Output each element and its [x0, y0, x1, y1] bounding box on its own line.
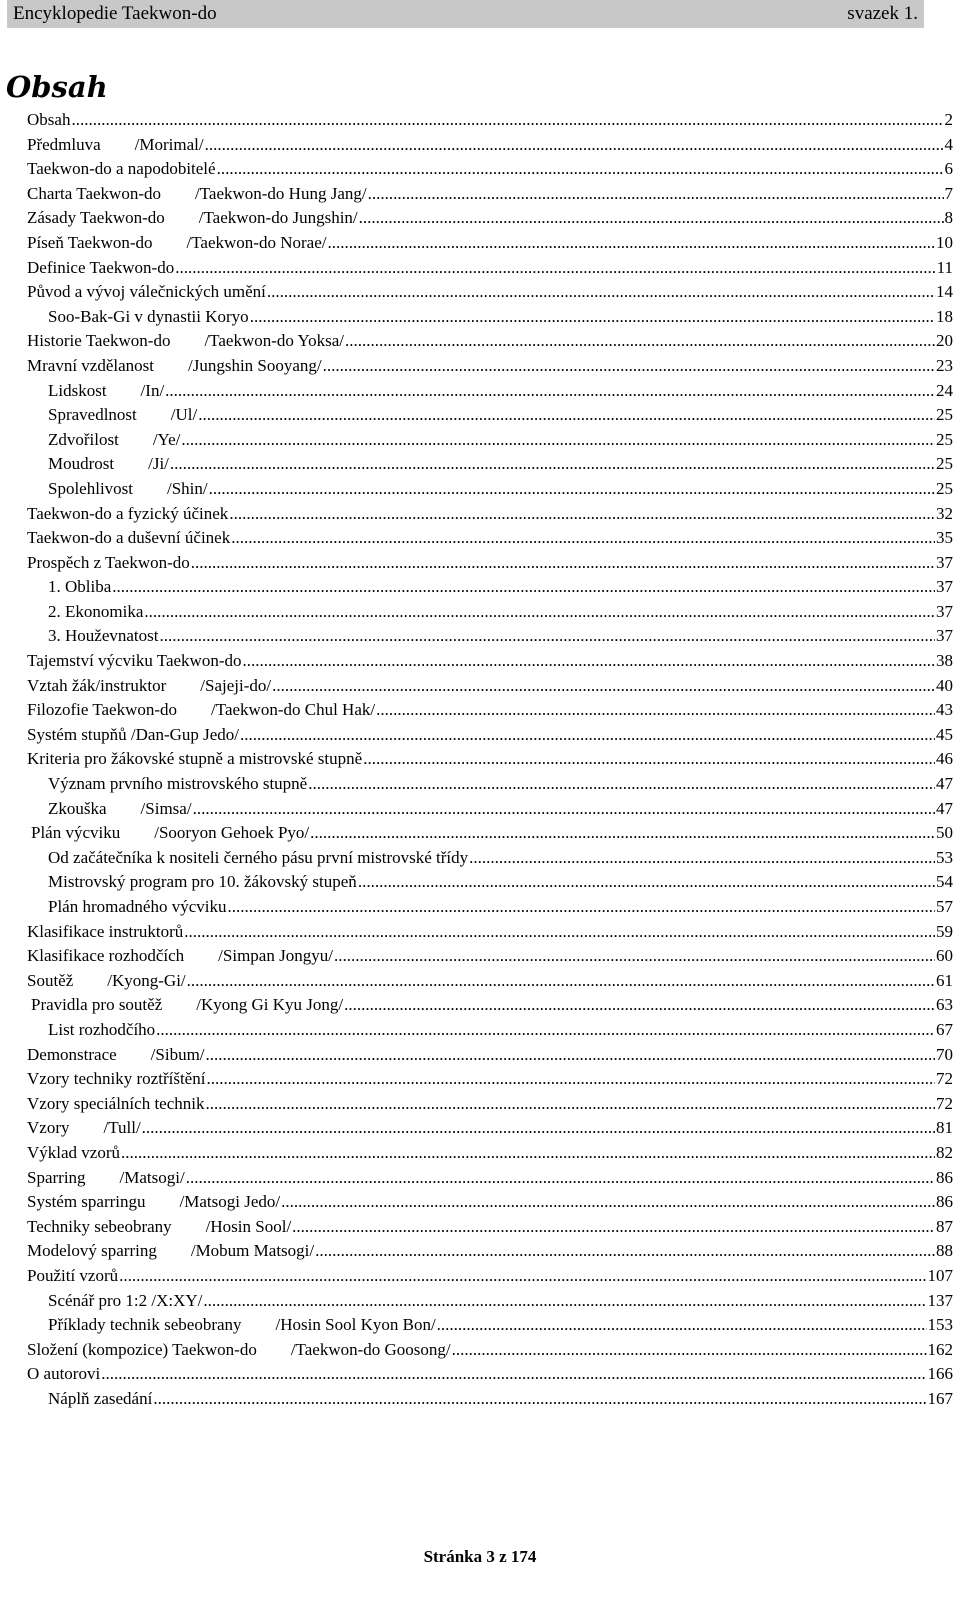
toc-entry[interactable]: [27, 1168, 953, 1193]
document-header: [7, 0, 924, 28]
toc-leader-dots: [227, 897, 935, 917]
toc-entry[interactable]: [27, 626, 953, 651]
toc-entry-page: 70: [936, 1044, 953, 1064]
toc-entry-page: 37: [936, 577, 953, 597]
toc-entry[interactable]: [27, 971, 953, 996]
toc-entry[interactable]: [27, 651, 953, 676]
toc-entry-title: 2. Ekonomika: [48, 601, 144, 621]
toc-entry[interactable]: [27, 454, 953, 479]
toc-entry-title: Definice Taekwon-do: [27, 257, 175, 277]
toc-leader-dots: [153, 1389, 926, 1409]
toc-entry[interactable]: [27, 995, 953, 1020]
toc-entry-title: Lidskost /In/: [48, 380, 165, 400]
toc-entry[interactable]: [27, 405, 953, 430]
toc-entry[interactable]: [27, 1389, 953, 1414]
toc-entry-page: 35: [936, 528, 953, 548]
toc-leader-dots: [231, 528, 935, 548]
toc-entry-title: Od začátečníka k nositeli černého pásu první mistrovské třídy: [48, 847, 469, 867]
toc-entry-title: Pravidla pro soutěž /Kyong Gi Kyu Jong/: [31, 995, 344, 1015]
toc-entry-title: Vzory /Tull/: [27, 1118, 141, 1138]
toc-leader-dots: [209, 479, 935, 499]
toc-entry[interactable]: [27, 381, 953, 406]
toc-leader-dots: [206, 1094, 936, 1114]
toc-entry[interactable]: [27, 258, 953, 283]
toc-entry[interactable]: [27, 725, 953, 750]
toc-entry-title: Plán hromadného výcviku: [48, 897, 227, 916]
toc-entry[interactable]: [27, 1364, 953, 1389]
toc-entry-page: 7: [944, 183, 953, 203]
toc-leader-dots: [206, 1045, 935, 1065]
toc-entry-title: Scénář pro 1:2 /X:XY/: [48, 1290, 203, 1310]
toc-entry[interactable]: [27, 1094, 953, 1119]
toc-entry[interactable]: [27, 430, 953, 455]
toc-entry-page: 72: [936, 1093, 953, 1113]
toc-entry-title: Historie Taekwon-do /Taekwon-do Yoksa/: [27, 331, 344, 351]
toc-entry-page: 53: [936, 847, 953, 867]
toc-entry[interactable]: [27, 1315, 953, 1340]
toc-entry[interactable]: [27, 749, 953, 774]
toc-entry[interactable]: [27, 282, 953, 307]
toc-leader-dots: [310, 823, 935, 843]
toc-entry[interactable]: [27, 479, 953, 504]
toc-leader-dots: [181, 430, 935, 450]
toc-leader-dots: [376, 700, 935, 720]
toc-entry-page: 107: [927, 1265, 953, 1285]
toc-entry-page: 72: [936, 1069, 953, 1089]
toc-entry[interactable]: [27, 233, 953, 258]
toc-entry-page: 86: [936, 1192, 953, 1212]
toc-entry[interactable]: [27, 1340, 953, 1365]
toc-entry-title: Demonstrace /Sibum/: [27, 1044, 205, 1064]
toc-leader-dots: [170, 454, 935, 474]
toc-entry-page: 14: [936, 282, 953, 302]
toc-entry-title: Zásady Taekwon-do /Taekwon-do Jungshin/: [27, 208, 358, 228]
toc-entry-title: Původ a vývoj válečnických umění: [27, 282, 266, 302]
toc-entry-page: 23: [936, 355, 953, 375]
toc-entry-title: Sparring /Matsogi/: [27, 1167, 185, 1187]
toc-leader-dots: [119, 1266, 926, 1286]
toc-entry-title: Vztah žák/instruktor /Sajeji-do/: [27, 675, 272, 695]
toc-entry[interactable]: [27, 1045, 953, 1070]
toc-entry-title: Klasifikace rozhodčích /Simpan Jongyu/: [27, 946, 333, 966]
toc-entry-title: Techniky sebeobrany /Hosin Sool/: [27, 1216, 292, 1236]
toc-entry[interactable]: [27, 1266, 953, 1291]
toc-entry[interactable]: [27, 159, 953, 184]
toc-entry-page: 59: [936, 921, 953, 941]
toc-entry-page: 54: [936, 872, 953, 892]
toc-entry[interactable]: [27, 1020, 953, 1045]
toc-leader-dots: [205, 135, 944, 155]
toc-entry-title: Spravedlnost /Ul/: [48, 405, 198, 425]
toc-entry[interactable]: [27, 577, 953, 602]
toc-leader-dots: [344, 995, 935, 1015]
toc-entry-title: Systém stupňů /Dan-Gup Jedo/: [27, 724, 240, 744]
toc-entry-page: 87: [936, 1216, 953, 1236]
toc-entry-title: Taekwon-do a napodobitelé: [27, 159, 216, 179]
toc-entry-title: Výklad vzorů: [27, 1142, 121, 1162]
toc-entry[interactable]: [27, 331, 953, 356]
toc-entry-title: Mravní vzdělanost /Jungshin Sooyang/: [27, 355, 322, 375]
toc-leader-dots: [242, 651, 935, 671]
toc-entry-title: Vzory speciálních technik: [27, 1093, 205, 1113]
toc-leader-dots: [186, 1168, 935, 1188]
toc-entry[interactable]: [27, 356, 953, 381]
toc-entry[interactable]: [27, 1143, 953, 1168]
toc-entry-title: Tajemství výcviku Taekwon-do: [27, 651, 242, 671]
toc-leader-dots: [159, 626, 935, 646]
toc-entry-title: Spolehlivost /Shin/: [48, 478, 208, 498]
toc-entry-page: 43: [936, 700, 953, 720]
toc-entry-title: Moudrost /Ji/: [48, 454, 169, 474]
toc-leader-dots: [272, 676, 935, 696]
toc-entry[interactable]: [27, 897, 953, 922]
toc-entry[interactable]: [27, 676, 953, 701]
toc-entry[interactable]: [27, 823, 953, 848]
toc-entry-title: Modelový sparring /Mobum Matsogi/: [27, 1241, 315, 1261]
header-volume: svazek 1.: [847, 3, 918, 24]
toc-entry-page: 60: [936, 946, 953, 966]
toc-entry-page: 86: [936, 1167, 953, 1187]
toc-entry-page: 137: [927, 1290, 953, 1310]
toc-entry-page: 88: [936, 1241, 953, 1261]
toc-entry-title: Plán výcviku /Sooryon Gehoek Pyo/: [31, 823, 310, 843]
toc-entry-title: Předmluva /Morimal/: [27, 134, 204, 154]
toc-entry[interactable]: [27, 1241, 953, 1266]
toc-leader-dots: [240, 725, 935, 745]
toc-entry-page: 166: [927, 1364, 953, 1384]
toc-entry[interactable]: [27, 208, 953, 233]
toc-entry-page: 167: [927, 1388, 953, 1408]
toc-entry-title: Charta Taekwon-do /Taekwon-do Hung Jang/: [27, 183, 367, 203]
toc-leader-dots: [175, 258, 935, 278]
toc-entry-page: 11: [936, 257, 953, 277]
toc-entry-page: 37: [936, 601, 953, 621]
toc-entry-title: 1. Obliba: [48, 577, 112, 597]
toc-entry-title: Zkouška /Simsa/: [48, 798, 192, 818]
toc-entry-page: 20: [936, 331, 953, 351]
toc-leader-dots: [198, 405, 935, 425]
toc-leader-dots: [452, 1340, 927, 1360]
toc-entry-page: 25: [936, 478, 953, 498]
toc-entry-page: 82: [936, 1142, 953, 1162]
toc-entry-title: Obsah: [27, 110, 71, 129]
toc-entry[interactable]: [27, 135, 953, 160]
toc-leader-dots: [345, 331, 935, 351]
toc-leader-dots: [250, 307, 935, 327]
toc-entry[interactable]: [27, 872, 953, 897]
page-footer: Stránka 3 z 174: [423, 1547, 537, 1566]
toc-entry-page: 25: [936, 429, 953, 449]
toc-leader-dots: [368, 184, 944, 204]
toc-leader-dots: [121, 1143, 935, 1163]
toc-entry-title: Příklady technik sebeobrany /Hosin Sool Kyon Bon/: [48, 1315, 436, 1335]
toc-entry[interactable]: [27, 774, 953, 799]
toc-entry-title: Zdvořilost /Ye/: [48, 429, 181, 449]
toc-entry[interactable]: [27, 553, 953, 578]
toc-entry-page: 37: [936, 552, 953, 572]
toc-entry-page: 45: [936, 724, 953, 744]
toc-leader-dots: [229, 504, 935, 524]
toc-entry-page: 25: [936, 454, 953, 474]
toc-entry-page: 6: [944, 159, 953, 179]
toc-leader-dots: [327, 233, 935, 253]
toc-leader-dots: [203, 1291, 926, 1311]
toc-entry-page: 40: [936, 675, 953, 695]
header-title: Encyklopedie Taekwon-do: [13, 3, 217, 24]
toc-leader-dots: [71, 110, 943, 130]
toc-entry-title: Taekwon-do a fyzický účinek: [27, 503, 229, 523]
toc-leader-dots: [267, 282, 935, 302]
toc-entry-title: Mistrovský program pro 10. žákovský stupeň: [48, 872, 357, 892]
toc-entry[interactable]: [27, 1291, 953, 1316]
toc-entry-page: 67: [936, 1019, 953, 1039]
toc-entry[interactable]: [27, 1069, 953, 1094]
toc-entry-title: Složení (kompozice) Taekwon-do /Taekwon-do Goosong/: [27, 1339, 451, 1359]
toc-entry-page: 46: [936, 749, 953, 769]
toc-entry-page: 32: [936, 503, 953, 523]
toc-leader-dots: [308, 774, 935, 794]
toc-leader-dots: [281, 1192, 935, 1212]
toc-entry-title: Taekwon-do a duševní účinek: [27, 528, 231, 548]
toc-leader-dots: [358, 872, 935, 892]
toc-entry-title: Význam prvního mistrovského stupně: [48, 774, 308, 794]
toc-leader-dots: [323, 356, 935, 376]
toc-entry-page: 18: [936, 306, 953, 326]
toc-entry-page: 24: [936, 380, 953, 400]
toc-entry-page: 61: [936, 970, 953, 990]
toc-entry-title: Náplň zasedání: [48, 1388, 153, 1408]
toc-entry-page: 50: [936, 823, 953, 843]
toc-leader-dots: [469, 848, 935, 868]
toc-entry-page: 10: [936, 232, 953, 252]
toc-entry[interactable]: [27, 110, 953, 135]
toc-leader-dots: [142, 1118, 935, 1138]
toc-entry-page: 47: [936, 798, 953, 818]
toc-entry[interactable]: [27, 528, 953, 553]
toc-leader-dots: [217, 159, 944, 179]
toc-entry[interactable]: [27, 700, 953, 725]
toc-entry-page: 81: [936, 1118, 953, 1138]
toc-entry-page: 57: [936, 897, 953, 916]
toc-leader-dots: [334, 946, 935, 966]
toc-leader-dots: [363, 749, 935, 769]
toc-entry[interactable]: [27, 1192, 953, 1217]
toc-entry-title: 3. Houževnatost: [48, 626, 159, 646]
toc-entry-title: O autorovi: [27, 1364, 101, 1384]
toc-leader-dots: [437, 1315, 927, 1335]
toc-entry[interactable]: [27, 1217, 953, 1242]
toc-entry-title: List rozhodčího: [48, 1019, 156, 1039]
toc-entry-title: Klasifikace instruktorů: [27, 921, 184, 941]
toc-leader-dots: [193, 799, 935, 819]
toc-entry[interactable]: [27, 1118, 953, 1143]
toc-leader-dots: [191, 553, 935, 573]
toc-leader-dots: [359, 208, 944, 228]
toc-leader-dots: [292, 1217, 935, 1237]
toc-entry-title: Prospěch z Taekwon-do: [27, 552, 190, 572]
toc-entry-page: 162: [927, 1339, 953, 1359]
toc-entry-page: 38: [936, 651, 953, 671]
toc-leader-dots: [144, 602, 935, 622]
toc-entry[interactable]: [27, 184, 953, 209]
toc-leader-dots: [187, 971, 935, 991]
toc-entry-title: Vzory techniky roztříštění: [27, 1069, 206, 1089]
toc-leader-dots: [101, 1364, 926, 1384]
toc-entry-page: 153: [927, 1315, 953, 1335]
toc-entry-page: 63: [936, 995, 953, 1015]
table-of-contents: [27, 110, 953, 1413]
toc-entry[interactable]: [27, 307, 953, 332]
page-title: Obsah: [6, 70, 108, 104]
toc-entry[interactable]: [27, 602, 953, 627]
toc-entry-title: Píseň Taekwon-do /Taekwon-do Norae/: [27, 232, 327, 252]
toc-leader-dots: [156, 1020, 935, 1040]
toc-entry-title: Soo-Bak-Gi v dynastii Koryo: [48, 306, 249, 326]
toc-entry-page: 2: [944, 110, 953, 129]
toc-entry[interactable]: [27, 504, 953, 529]
toc-entry-page: 37: [936, 626, 953, 646]
toc-entry-page: 25: [936, 405, 953, 425]
toc-entry-page: 8: [944, 208, 953, 228]
toc-entry[interactable]: [27, 946, 953, 971]
toc-leader-dots: [184, 922, 935, 942]
toc-entry[interactable]: [27, 922, 953, 947]
toc-entry-title: Filozofie Taekwon-do /Taekwon-do Chul Hak/: [27, 700, 376, 720]
toc-leader-dots: [206, 1069, 935, 1089]
toc-leader-dots: [315, 1241, 935, 1261]
toc-entry-page: 47: [936, 774, 953, 794]
toc-entry[interactable]: [27, 799, 953, 824]
toc-entry[interactable]: [27, 848, 953, 873]
toc-entry-title: Soutěž /Kyong-Gi/: [27, 970, 186, 990]
toc-entry-title: Systém sparringu /Matsogi Jedo/: [27, 1192, 281, 1212]
toc-entry-page: 4: [944, 134, 953, 154]
toc-entry-title: Použití vzorů: [27, 1265, 119, 1285]
toc-leader-dots: [112, 577, 935, 597]
toc-leader-dots: [165, 381, 935, 401]
toc-entry-title: Kriteria pro žákovské stupně a mistrovské stupně: [27, 749, 363, 769]
